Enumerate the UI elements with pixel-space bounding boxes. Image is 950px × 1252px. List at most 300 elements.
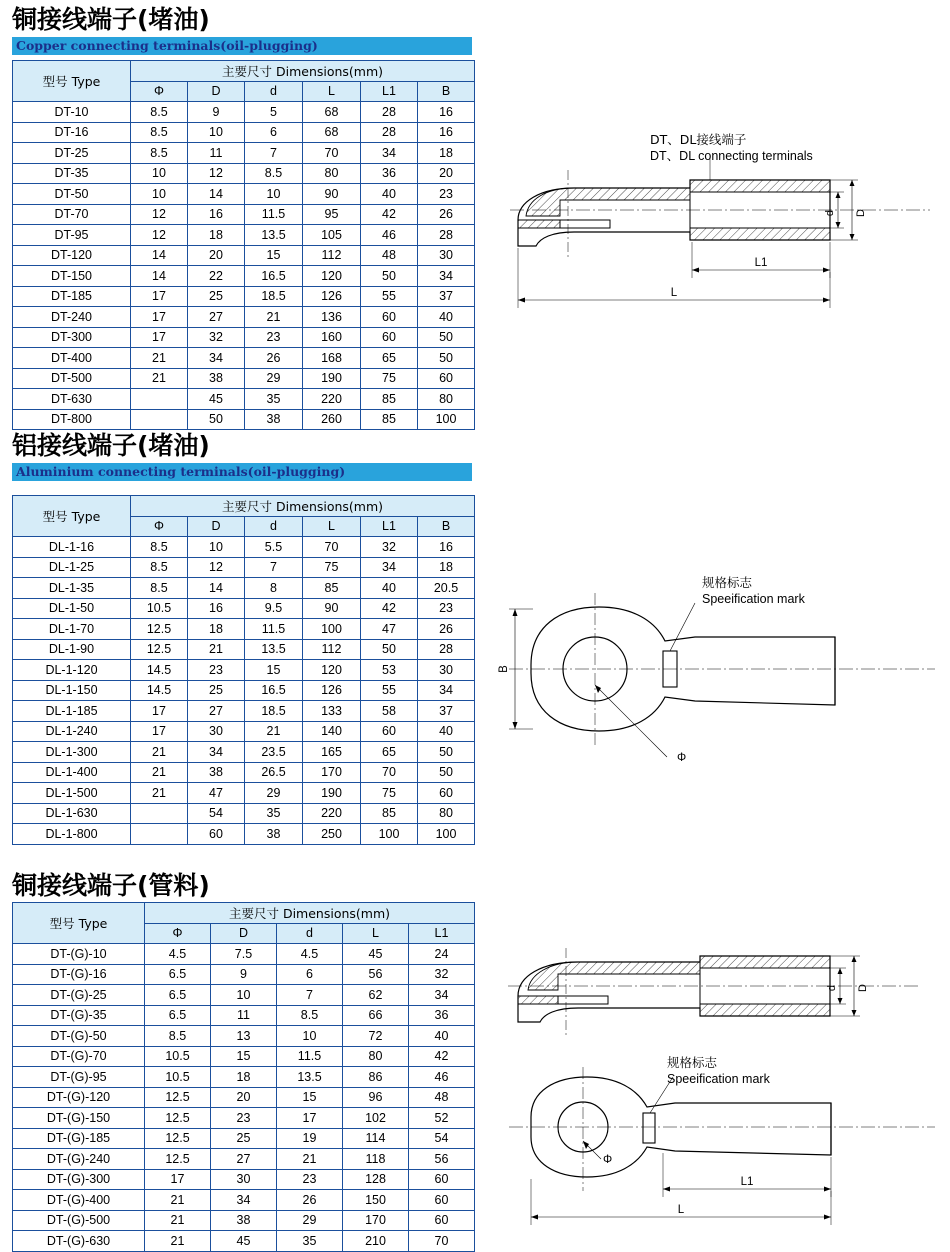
cell-value: 80 xyxy=(343,1046,409,1067)
drawing-tubing-plan xyxy=(495,1055,945,1235)
cell-value: 34 xyxy=(188,348,245,369)
cell-value: 17 xyxy=(131,307,188,328)
cell-value: 34 xyxy=(418,266,475,287)
table-row xyxy=(13,122,475,143)
svg-text:D: D xyxy=(857,984,869,992)
cell-value: 102 xyxy=(343,1108,409,1129)
cell-value xyxy=(131,389,188,410)
cell-value: 30 xyxy=(418,660,475,681)
table-header-row xyxy=(13,61,475,82)
cell-type: DT-(G)-185 xyxy=(13,1128,145,1149)
cell-value: 38 xyxy=(188,368,245,389)
cell-value: 15 xyxy=(277,1087,343,1108)
cell-value: 190 xyxy=(303,368,361,389)
cell-value: 170 xyxy=(343,1210,409,1231)
cell-type: DT-300 xyxy=(13,327,131,348)
cell-value: 7 xyxy=(245,557,303,578)
col-B: B xyxy=(418,81,475,102)
cell-value: 21 xyxy=(145,1190,211,1211)
cell-value: 10 xyxy=(277,1026,343,1047)
cell-value: 38 xyxy=(245,409,303,430)
cell-value: 5 xyxy=(245,102,303,123)
svg-text:D: D xyxy=(855,209,867,217)
cell-value: 105 xyxy=(303,225,361,246)
col-L1: L1 xyxy=(409,923,475,944)
cell-value: 6.5 xyxy=(145,985,211,1006)
cell-value: 50 xyxy=(361,266,418,287)
cell-value: 52 xyxy=(409,1108,475,1129)
cell-value: 18.5 xyxy=(245,701,303,722)
table-row xyxy=(13,680,475,701)
cell-value: 8.5 xyxy=(245,163,303,184)
cell-value: 38 xyxy=(245,824,303,845)
cell-value: 12.5 xyxy=(131,639,188,660)
cell-value: 36 xyxy=(409,1005,475,1026)
cell-value: 250 xyxy=(303,824,361,845)
cell-value: 21 xyxy=(277,1149,343,1170)
cell-value: 21 xyxy=(131,348,188,369)
cell-value xyxy=(131,409,188,430)
cell-value: 100 xyxy=(361,824,418,845)
cell-value: 75 xyxy=(361,783,418,804)
cell-value: 190 xyxy=(303,783,361,804)
table-aluminium-oil-plugging xyxy=(12,495,475,845)
cell-value: 165 xyxy=(303,742,361,763)
cell-value: 9 xyxy=(211,964,277,985)
drawing-3-note-cn: 规格标志 xyxy=(667,1055,718,1070)
drawing-1-note-cn: DT、DL接线端子 xyxy=(650,132,747,147)
cell-value: 12.5 xyxy=(145,1149,211,1170)
col-d: d xyxy=(245,81,303,102)
cell-value: 60 xyxy=(361,327,418,348)
table-copper-tubing xyxy=(12,902,475,1252)
table-row xyxy=(13,286,475,307)
cell-type: DT-800 xyxy=(13,409,131,430)
table-row xyxy=(13,1190,475,1211)
col-D: D xyxy=(188,81,245,102)
cell-value: 60 xyxy=(361,721,418,742)
cell-value: 42 xyxy=(409,1046,475,1067)
table-row xyxy=(13,578,475,599)
cell-value: 22 xyxy=(188,266,245,287)
cell-value: 7 xyxy=(245,143,303,164)
cell-value: 20.5 xyxy=(418,578,475,599)
col-L1: L1 xyxy=(361,516,418,537)
cell-value: 23 xyxy=(188,660,245,681)
cell-value: 26 xyxy=(245,348,303,369)
col-d: d xyxy=(245,516,303,537)
cell-value: 12 xyxy=(188,557,245,578)
cell-value: 21 xyxy=(188,639,245,660)
section-1-title-cn: 铜接线端子(堵油) xyxy=(12,5,210,34)
table-row xyxy=(13,1046,475,1067)
table-body xyxy=(13,537,475,845)
cell-value: 18 xyxy=(188,225,245,246)
cell-type: DL-1-500 xyxy=(13,783,131,804)
cell-value: 13 xyxy=(211,1026,277,1047)
cell-value: 75 xyxy=(361,368,418,389)
cell-value: 47 xyxy=(188,783,245,804)
cell-value: 34 xyxy=(361,143,418,164)
cell-value: 55 xyxy=(361,680,418,701)
cell-value: 10 xyxy=(188,122,245,143)
cell-value: 16 xyxy=(418,122,475,143)
cell-value: 8.5 xyxy=(131,578,188,599)
cell-value: 26 xyxy=(418,204,475,225)
cell-value: 65 xyxy=(361,742,418,763)
cell-value: 21 xyxy=(145,1210,211,1231)
cell-value: 42 xyxy=(361,598,418,619)
cell-value: 60 xyxy=(409,1210,475,1231)
cell-type: DT-95 xyxy=(13,225,131,246)
cell-value: 10 xyxy=(211,985,277,1006)
cell-type: DL-1-35 xyxy=(13,578,131,599)
cell-value: 85 xyxy=(361,803,418,824)
table-row xyxy=(13,824,475,845)
cell-value: 38 xyxy=(188,762,245,783)
cell-value: 136 xyxy=(303,307,361,328)
col-D: D xyxy=(211,923,277,944)
cell-value: 50 xyxy=(418,742,475,763)
svg-text:L1: L1 xyxy=(740,1176,754,1188)
cell-value: 47 xyxy=(361,619,418,640)
cell-value: 28 xyxy=(418,225,475,246)
cell-type: DT-10 xyxy=(13,102,131,123)
col-phi: Φ xyxy=(131,516,188,537)
col-phi: Φ xyxy=(145,923,211,944)
cell-value: 11.5 xyxy=(245,204,303,225)
cell-value: 120 xyxy=(303,266,361,287)
cell-type: DT-(G)-95 xyxy=(13,1067,145,1088)
cell-type: DL-1-400 xyxy=(13,762,131,783)
cell-value: 58 xyxy=(361,701,418,722)
cell-value: 128 xyxy=(343,1169,409,1190)
col-D: D xyxy=(188,516,245,537)
cell-value: 75 xyxy=(303,557,361,578)
cell-value: 85 xyxy=(361,389,418,410)
cell-type: DT-16 xyxy=(13,122,131,143)
table-row xyxy=(13,964,475,985)
cell-value: 8.5 xyxy=(131,557,188,578)
table-row xyxy=(13,1231,475,1252)
cell-value: 8.5 xyxy=(131,102,188,123)
cell-value: 90 xyxy=(303,598,361,619)
table-row xyxy=(13,307,475,328)
cell-value: 36 xyxy=(361,163,418,184)
cell-type: DT-240 xyxy=(13,307,131,328)
cell-value: 40 xyxy=(361,578,418,599)
table-row xyxy=(13,721,475,742)
cell-value: 23 xyxy=(211,1108,277,1129)
cell-value: 70 xyxy=(361,762,418,783)
cell-type: DT-(G)-70 xyxy=(13,1046,145,1067)
cell-value: 133 xyxy=(303,701,361,722)
cell-value: 27 xyxy=(188,307,245,328)
cell-value: 8.5 xyxy=(277,1005,343,1026)
col-L1: L1 xyxy=(361,81,418,102)
cell-value: 12.5 xyxy=(145,1087,211,1108)
cell-value: 72 xyxy=(343,1026,409,1047)
cell-value: 14 xyxy=(131,245,188,266)
cell-type: DL-1-90 xyxy=(13,639,131,660)
cell-value: 100 xyxy=(418,409,475,430)
table-row xyxy=(13,204,475,225)
table-row xyxy=(13,1169,475,1190)
cell-value: 10 xyxy=(131,184,188,205)
cell-value: 50 xyxy=(418,762,475,783)
cell-value: 28 xyxy=(418,639,475,660)
cell-value: 11.5 xyxy=(277,1046,343,1067)
cell-value: 42 xyxy=(361,204,418,225)
cell-value: 20 xyxy=(211,1087,277,1108)
cell-type: DT-120 xyxy=(13,245,131,266)
svg-text:d: d xyxy=(826,984,838,992)
cell-value: 17 xyxy=(131,701,188,722)
cell-value: 10.5 xyxy=(145,1067,211,1088)
cell-value: 18.5 xyxy=(245,286,303,307)
cell-value: 95 xyxy=(303,204,361,225)
cell-type: DT-(G)-150 xyxy=(13,1108,145,1129)
cell-value: 21 xyxy=(131,368,188,389)
cell-value: 8.5 xyxy=(131,143,188,164)
cell-value: 60 xyxy=(361,307,418,328)
table-row xyxy=(13,1149,475,1170)
svg-text:B: B xyxy=(498,665,510,673)
cell-value: 70 xyxy=(303,143,361,164)
cell-value: 24 xyxy=(409,944,475,965)
cell-value: 54 xyxy=(188,803,245,824)
cell-value: 34 xyxy=(188,742,245,763)
cell-type: DT-400 xyxy=(13,348,131,369)
cell-value: 17 xyxy=(131,286,188,307)
cell-value: 56 xyxy=(343,964,409,985)
cell-type: DL-1-800 xyxy=(13,824,131,845)
table-row xyxy=(13,639,475,660)
cell-value: 23 xyxy=(418,598,475,619)
table-row xyxy=(13,163,475,184)
cell-type: DL-1-16 xyxy=(13,537,131,558)
cell-value: 18 xyxy=(418,557,475,578)
cell-value: 112 xyxy=(303,245,361,266)
cell-value: 6 xyxy=(277,964,343,985)
table-body xyxy=(13,102,475,430)
drawing-dt-dl-terminal xyxy=(500,120,940,340)
cell-value: 23 xyxy=(245,327,303,348)
col-phi: Φ xyxy=(131,81,188,102)
cell-value: 18 xyxy=(188,619,245,640)
table-row xyxy=(13,985,475,1006)
cell-value: 12 xyxy=(188,163,245,184)
table-row xyxy=(13,803,475,824)
cell-value: 37 xyxy=(418,701,475,722)
cell-value: 12 xyxy=(131,204,188,225)
cell-value: 25 xyxy=(188,680,245,701)
table-row xyxy=(13,102,475,123)
table-header-row xyxy=(13,903,475,924)
cell-value: 21 xyxy=(145,1231,211,1252)
table-row xyxy=(13,143,475,164)
cell-value: 25 xyxy=(188,286,245,307)
cell-value: 21 xyxy=(131,762,188,783)
cell-value: 16 xyxy=(418,102,475,123)
cell-value: 86 xyxy=(343,1067,409,1088)
cell-value: 10 xyxy=(188,537,245,558)
cell-value: 8.5 xyxy=(145,1026,211,1047)
cell-type: DT-(G)-10 xyxy=(13,944,145,965)
cell-value: 18 xyxy=(211,1067,277,1088)
section-2-title-cn: 铝接线端子(堵油) xyxy=(12,431,210,460)
cell-value: 10 xyxy=(131,163,188,184)
cell-value: 8.5 xyxy=(131,537,188,558)
cell-value: 23 xyxy=(277,1169,343,1190)
header-type: 型号 Type xyxy=(13,61,131,102)
table-header-row xyxy=(13,496,475,517)
cell-value: 13.5 xyxy=(245,639,303,660)
cell-value: 34 xyxy=(361,557,418,578)
cell-value: 18 xyxy=(418,143,475,164)
cell-value: 54 xyxy=(409,1128,475,1149)
table-body xyxy=(13,944,475,1252)
cell-value: 45 xyxy=(343,944,409,965)
svg-text:Φ: Φ xyxy=(603,1154,613,1166)
cell-value: 210 xyxy=(343,1231,409,1252)
cell-value: 168 xyxy=(303,348,361,369)
table-row xyxy=(13,389,475,410)
cell-value: 100 xyxy=(418,824,475,845)
cell-value: 7 xyxy=(277,985,343,1006)
header-dimensions: 主要尺寸 Dimensions(mm) xyxy=(131,61,475,82)
cell-value: 7.5 xyxy=(211,944,277,965)
cell-value: 60 xyxy=(409,1169,475,1190)
cell-value: 25 xyxy=(211,1128,277,1149)
cell-value: 12.5 xyxy=(145,1128,211,1149)
cell-type: DT-70 xyxy=(13,204,131,225)
cell-value: 14 xyxy=(188,184,245,205)
cell-value: 32 xyxy=(361,537,418,558)
cell-value: 16 xyxy=(188,598,245,619)
table-row xyxy=(13,1067,475,1088)
cell-value: 220 xyxy=(303,803,361,824)
cell-value: 40 xyxy=(418,307,475,328)
table-row xyxy=(13,368,475,389)
cell-value: 100 xyxy=(303,619,361,640)
section-2-heading xyxy=(12,432,472,481)
cell-value: 11 xyxy=(211,1005,277,1026)
drawing-3-note-en: Speeification mark xyxy=(667,1072,770,1086)
cell-value: 27 xyxy=(188,701,245,722)
cell-value: 85 xyxy=(303,578,361,599)
cell-value: 20 xyxy=(188,245,245,266)
cell-value: 6 xyxy=(245,122,303,143)
section-1-heading xyxy=(12,6,472,55)
cell-value: 21 xyxy=(131,742,188,763)
cell-value: 112 xyxy=(303,639,361,660)
svg-text:d: d xyxy=(824,209,836,217)
drawing-3a-svg xyxy=(500,940,930,1050)
cell-value: 4.5 xyxy=(145,944,211,965)
cell-type: DT-150 xyxy=(13,266,131,287)
cell-value: 60 xyxy=(409,1190,475,1211)
table-row xyxy=(13,742,475,763)
table-row xyxy=(13,660,475,681)
cell-type: DL-1-50 xyxy=(13,598,131,619)
section-1-title-en: Copper connecting terminals(oil-plugging) xyxy=(12,37,472,55)
cell-type: DT-50 xyxy=(13,184,131,205)
cell-value: 21 xyxy=(131,783,188,804)
cell-value: 260 xyxy=(303,409,361,430)
cell-value: 60 xyxy=(188,824,245,845)
cell-value: 35 xyxy=(245,389,303,410)
cell-value: 15 xyxy=(245,660,303,681)
cell-value: 16.5 xyxy=(245,680,303,701)
cell-value: 45 xyxy=(211,1231,277,1252)
cell-value: 34 xyxy=(418,680,475,701)
cell-value: 50 xyxy=(188,409,245,430)
cell-value: 16.5 xyxy=(245,266,303,287)
cell-value: 28 xyxy=(361,102,418,123)
cell-value: 14.5 xyxy=(131,660,188,681)
cell-value: 40 xyxy=(418,721,475,742)
section-3-title-cn: 铜接线端子(管料) xyxy=(12,871,210,900)
table-row xyxy=(13,619,475,640)
cell-value: 50 xyxy=(418,348,475,369)
cell-value: 55 xyxy=(361,286,418,307)
table-row xyxy=(13,1210,475,1231)
table-row xyxy=(13,557,475,578)
cell-value: 34 xyxy=(409,985,475,1006)
drawing-3-note xyxy=(667,1055,770,1087)
cell-value: 68 xyxy=(303,122,361,143)
cell-value: 12.5 xyxy=(145,1108,211,1129)
header-type: 型号 Type xyxy=(13,496,131,537)
cell-type: DT-(G)-120 xyxy=(13,1087,145,1108)
cell-value: 12.5 xyxy=(131,619,188,640)
cell-type: DT-500 xyxy=(13,368,131,389)
drawing-2-note-en: Speeification mark xyxy=(702,592,805,606)
cell-value: 120 xyxy=(303,660,361,681)
table-row xyxy=(13,598,475,619)
table-row xyxy=(13,327,475,348)
cell-value: 6.5 xyxy=(145,964,211,985)
cell-value: 66 xyxy=(343,1005,409,1026)
cell-value: 21 xyxy=(245,307,303,328)
cell-value: 126 xyxy=(303,680,361,701)
cell-value: 15 xyxy=(211,1046,277,1067)
header-dimensions: 主要尺寸 Dimensions(mm) xyxy=(131,496,475,517)
cell-value: 70 xyxy=(303,537,361,558)
cell-value: 13.5 xyxy=(245,225,303,246)
cell-type: DT-(G)-35 xyxy=(13,1005,145,1026)
cell-value: 48 xyxy=(361,245,418,266)
cell-value: 10.5 xyxy=(131,598,188,619)
cell-type: DT-185 xyxy=(13,286,131,307)
cell-value: 114 xyxy=(343,1128,409,1149)
cell-type: DT-(G)-50 xyxy=(13,1026,145,1047)
cell-value: 16 xyxy=(418,537,475,558)
header-type: 型号 Type xyxy=(13,903,145,944)
cell-value: 48 xyxy=(409,1087,475,1108)
drawing-tubing-section xyxy=(500,940,930,1050)
svg-text:Φ: Φ xyxy=(677,752,687,764)
cell-value: 27 xyxy=(211,1149,277,1170)
cell-value: 11.5 xyxy=(245,619,303,640)
cell-value: 26.5 xyxy=(245,762,303,783)
cell-type: DL-1-240 xyxy=(13,721,131,742)
cell-value: 90 xyxy=(303,184,361,205)
cell-value: 60 xyxy=(418,368,475,389)
cell-value: 220 xyxy=(303,389,361,410)
cell-value: 80 xyxy=(418,803,475,824)
